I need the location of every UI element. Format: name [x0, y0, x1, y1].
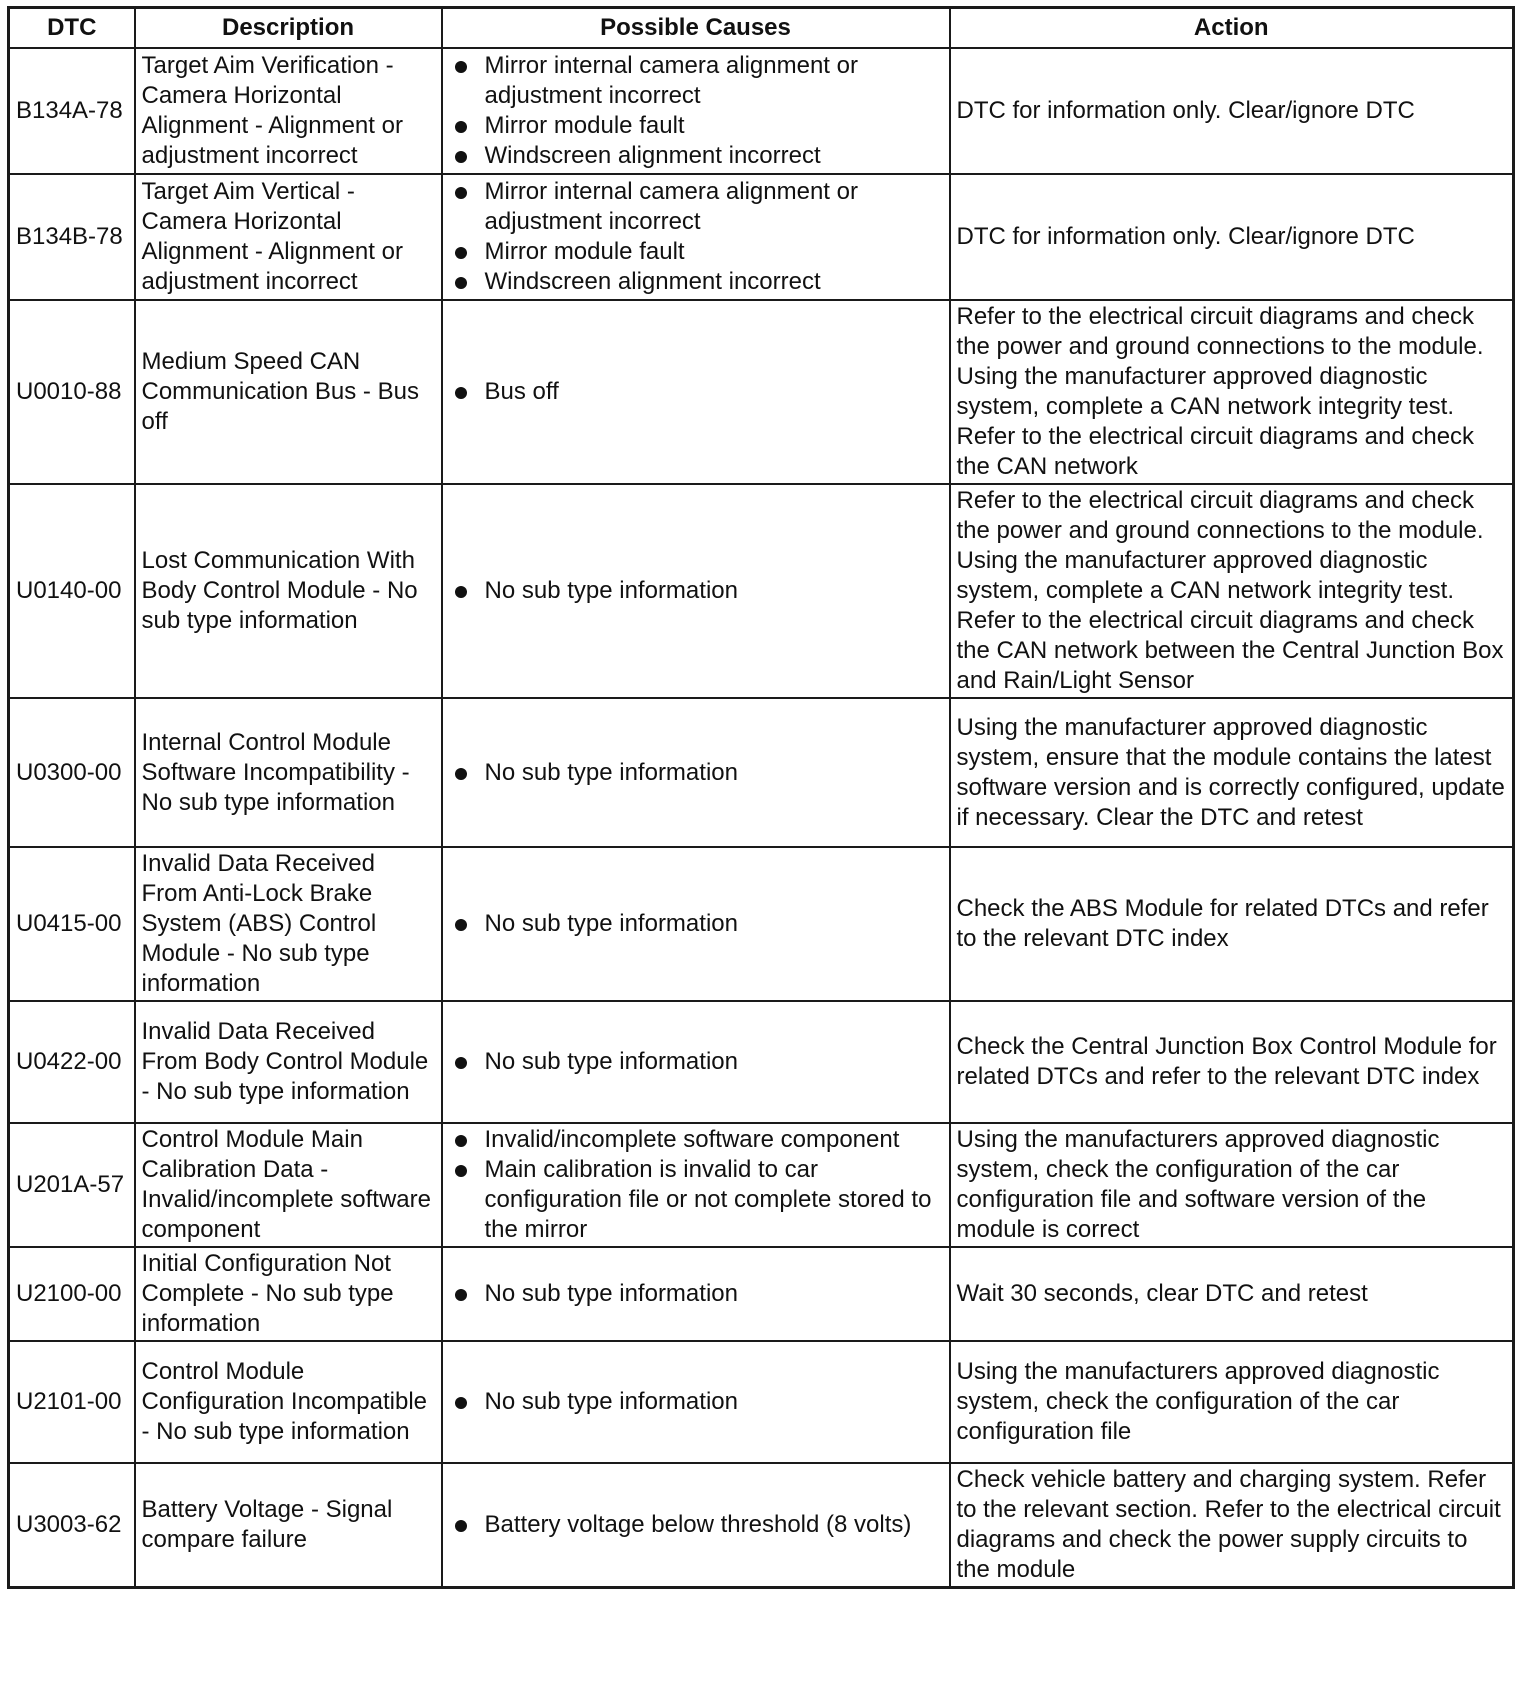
dtc-code-cell: U0415-00 — [9, 847, 135, 1001]
cause-list — [449, 177, 943, 297]
description-cell: Target Aim Verification - Camera Horizontal Alignment - Alignment or adjustment incorrect — [135, 48, 442, 174]
description-cell: Medium Speed CAN Communication Bus - Bus off — [135, 300, 442, 484]
cause-item — [449, 1279, 943, 1309]
cause-item — [449, 141, 943, 171]
bullet-icon — [455, 919, 467, 931]
action-cell: Check the ABS Module for related DTCs and refer to the relevant DTC index — [950, 847, 1514, 1001]
cause-list — [449, 1125, 943, 1245]
header-action: Action — [950, 8, 1514, 49]
action-cell: Check vehicle battery and charging system. Refer to the relevant section. Refer to the electrical circuit diagrams and check the power supply circuits to the module — [950, 1463, 1514, 1588]
cause-item — [449, 1387, 943, 1417]
cause-item — [449, 1155, 943, 1245]
cause-list — [449, 51, 943, 171]
description-cell: Initial Configuration Not Complete - No sub type information — [135, 1247, 442, 1341]
cause-list — [449, 1387, 943, 1417]
cause-item — [449, 1047, 943, 1077]
cause-text: No sub type information — [484, 577, 738, 604]
description-cell: Target Aim Vertical - Camera Horizontal Alignment - Alignment or adjustment incorrect — [135, 174, 442, 300]
cause-list — [449, 1510, 943, 1540]
bullet-icon — [455, 187, 467, 199]
cause-list — [449, 909, 943, 939]
bullet-icon — [455, 61, 467, 73]
cause-list — [449, 758, 943, 788]
cause-text: Windscreen alignment incorrect — [484, 142, 821, 169]
bullet-icon — [455, 1135, 467, 1147]
table-row — [9, 1001, 1514, 1123]
table-row — [9, 174, 1514, 300]
dtc-code-cell: U2101-00 — [9, 1341, 135, 1463]
description-cell: Invalid Data Received From Body Control Module - No sub type information — [135, 1001, 442, 1123]
possible-causes-cell — [442, 484, 950, 698]
bullet-icon — [455, 1165, 467, 1177]
cause-text: Invalid/incomplete software component — [484, 1126, 900, 1153]
header-dtc: DTC — [9, 8, 135, 49]
dtc-code-cell: U2100-00 — [9, 1247, 135, 1341]
cause-text: No sub type information — [484, 1048, 738, 1075]
bullet-icon — [455, 121, 467, 133]
bullet-icon — [455, 768, 467, 780]
cause-list — [449, 576, 943, 606]
cause-text: Mirror internal camera alignment or adjustment incorrect — [484, 52, 858, 109]
possible-causes-cell — [442, 847, 950, 1001]
description-cell: Control Module Main Calibration Data - Invalid/incomplete software component — [135, 1123, 442, 1247]
table-row — [9, 1247, 1514, 1341]
bullet-icon — [455, 151, 467, 163]
table-body — [9, 48, 1514, 1588]
dtc-code-cell: B134A-78 — [9, 48, 135, 174]
dtc-code-cell: U3003-62 — [9, 1463, 135, 1588]
table-row — [9, 698, 1514, 847]
possible-causes-cell — [442, 1247, 950, 1341]
bullet-icon — [455, 1397, 467, 1409]
cause-item — [449, 758, 943, 788]
table-row — [9, 1123, 1514, 1247]
cause-item — [449, 576, 943, 606]
possible-causes-cell — [442, 1123, 950, 1247]
cause-text: Mirror module fault — [484, 112, 685, 139]
cause-text: Bus off — [484, 378, 559, 405]
action-cell: Wait 30 seconds, clear DTC and retest — [950, 1247, 1514, 1341]
cause-text: Main calibration is invalid to car configuration file or not complete stored to the mirror — [484, 1156, 932, 1243]
possible-causes-cell — [442, 1463, 950, 1588]
table-row — [9, 484, 1514, 698]
action-cell: Using the manufacturers approved diagnostic system, check the configuration of the car configuration file — [950, 1341, 1514, 1463]
table-row — [9, 847, 1514, 1001]
action-cell: Refer to the electrical circuit diagrams and check the power and ground connections to the module. Using the manufacturer approved diagnostic system, complete a CAN network integrity test. Refer to the electrical circuit diagrams and check the CAN network between the Central Junction Box and Rain/Light Sensor — [950, 484, 1514, 698]
cause-item — [449, 237, 943, 267]
table-row — [9, 300, 1514, 484]
table-header — [9, 8, 1514, 49]
cause-item — [449, 51, 943, 111]
cause-text: Mirror internal camera alignment or adjustment incorrect — [484, 178, 858, 235]
cause-item — [449, 377, 943, 407]
action-cell: DTC for information only. Clear/ignore DTC — [950, 48, 1514, 174]
bullet-icon — [455, 247, 467, 259]
cause-text: No sub type information — [484, 1280, 738, 1307]
header-possible-causes: Possible Causes — [442, 8, 950, 49]
cause-list — [449, 377, 943, 407]
possible-causes-cell — [442, 1001, 950, 1123]
cause-text: Windscreen alignment incorrect — [484, 268, 821, 295]
cause-item — [449, 111, 943, 141]
cause-item — [449, 909, 943, 939]
cause-text: No sub type information — [484, 1388, 738, 1415]
cause-text: No sub type information — [484, 758, 738, 786]
header-description: Description — [135, 8, 442, 49]
table-row — [9, 1341, 1514, 1463]
possible-causes-cell — [442, 300, 950, 484]
table-row — [9, 1463, 1514, 1588]
cause-item — [449, 1510, 943, 1540]
table-row — [9, 48, 1514, 174]
cause-item — [449, 267, 943, 297]
dtc-code-cell: U0300-00 — [9, 698, 135, 847]
bullet-icon — [455, 586, 467, 598]
dtc-code-cell: U0422-00 — [9, 1001, 135, 1123]
action-cell: Refer to the electrical circuit diagrams and check the power and ground connections to the module. Using the manufacturer approved diagnostic system, complete a CAN network integrity test. Refer to the electrical circuit diagrams and check the CAN network — [950, 300, 1514, 484]
bullet-icon — [455, 1289, 467, 1301]
cause-text: Mirror module fault — [484, 238, 685, 265]
possible-causes-cell — [442, 1341, 950, 1463]
cause-list — [449, 1279, 943, 1309]
action-cell: Check the Central Junction Box Control Module for related DTCs and refer to the relevant DTC index — [950, 1001, 1514, 1123]
cause-text: Battery voltage below threshold (8 volts) — [484, 1511, 912, 1538]
description-cell: Internal Control Module Software Incompatibility - No sub type information — [135, 698, 442, 847]
possible-causes-cell — [442, 48, 950, 174]
description-cell: Battery Voltage - Signal compare failure — [135, 1463, 442, 1588]
possible-causes-cell — [442, 698, 950, 847]
header-row — [9, 8, 1514, 49]
action-cell: Using the manufacturer approved diagnostic system, ensure that the module contains the latest software version and is correctly configured, update if necessary. Clear the DTC and retest — [950, 698, 1514, 847]
cause-list — [449, 1047, 943, 1077]
bullet-icon — [455, 1057, 467, 1069]
dtc-code-cell: U0010-88 — [9, 300, 135, 484]
dtc-code-cell: U201A-57 — [9, 1123, 135, 1247]
description-cell: Control Module Configuration Incompatible - No sub type information — [135, 1341, 442, 1463]
action-cell: Using the manufacturers approved diagnostic system, check the configuration of the car configuration file and software version of the module is correct — [950, 1123, 1514, 1247]
cause-item — [449, 1125, 943, 1155]
dtc-code-cell: B134B-78 — [9, 174, 135, 300]
description-cell: Invalid Data Received From Anti-Lock Brake System (ABS) Control Module - No sub type information — [135, 847, 442, 1001]
dtc-table-container — [7, 6, 1515, 1589]
cause-text: No sub type information — [484, 910, 738, 937]
bullet-icon — [455, 1520, 467, 1532]
dtc-table — [7, 6, 1515, 1589]
description-cell: Lost Communication With Body Control Module - No sub type information — [135, 484, 442, 698]
cause-item — [449, 177, 943, 237]
possible-causes-cell — [442, 174, 950, 300]
action-cell: DTC for information only. Clear/ignore DTC — [950, 174, 1514, 300]
bullet-icon — [455, 387, 467, 399]
dtc-code-cell: U0140-00 — [9, 484, 135, 698]
bullet-icon — [455, 277, 467, 289]
